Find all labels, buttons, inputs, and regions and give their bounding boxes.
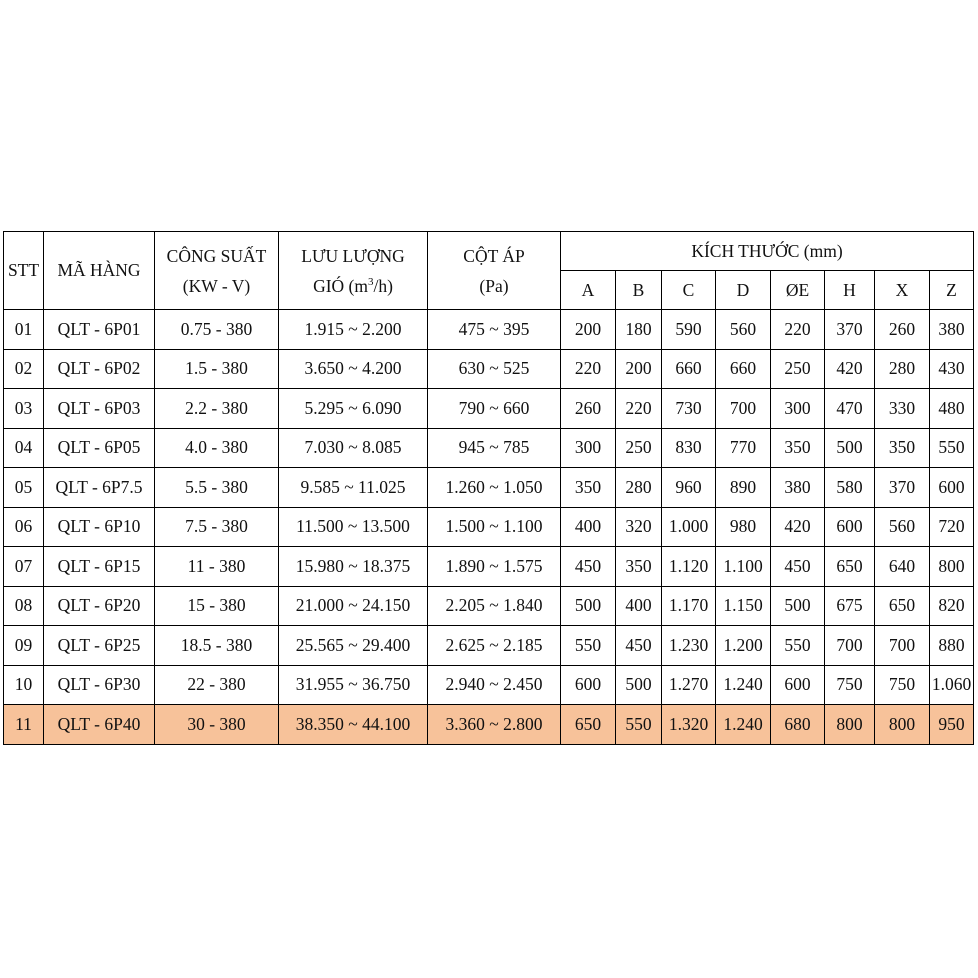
cell-dimension: 600	[561, 665, 616, 705]
cell-cot-ap: 1.890 ~ 1.575	[428, 547, 561, 587]
cell-dimension: 250	[771, 349, 825, 389]
header-cong-suat-line1: CÔNG SUẤT	[166, 245, 267, 266]
cell-dimension: 220	[771, 310, 825, 350]
cell-ma-hang: QLT - 6P03	[44, 389, 155, 429]
cell-cot-ap: 1.260 ~ 1.050	[428, 468, 561, 508]
header-dim-cell: B	[616, 271, 662, 310]
cell-dimension: 180	[616, 310, 662, 350]
cell-dimension: 1.230	[662, 626, 716, 666]
cell-dimension: 400	[561, 507, 616, 547]
cell-cong-suat: 0.75 - 380	[155, 310, 279, 350]
table-row	[4, 468, 974, 508]
cell-dimension: 600	[825, 507, 875, 547]
cell-cong-suat: 4.0 - 380	[155, 428, 279, 468]
cell-dimension: 550	[930, 428, 974, 468]
cell-dimension: 600	[771, 665, 825, 705]
cell-dimension: 450	[616, 626, 662, 666]
cell-dimension: 600	[930, 468, 974, 508]
table-row	[4, 349, 974, 389]
cell-dimension: 700	[875, 626, 930, 666]
cell-dimension: 300	[771, 389, 825, 429]
cell-dimension: 700	[716, 389, 771, 429]
header-ma-hang: MÃ HÀNG	[44, 232, 155, 310]
header-luu-luong-line1: LƯU LƯỢNG	[301, 245, 405, 266]
header-dim-cell: ØE	[771, 271, 825, 310]
cell-ma-hang: QLT - 6P02	[44, 349, 155, 389]
cell-dimension: 280	[616, 468, 662, 508]
cell-dimension: 330	[875, 389, 930, 429]
header-dim-cell: Z	[930, 271, 974, 310]
header-dim-cell: H	[825, 271, 875, 310]
table-row	[4, 547, 974, 587]
cell-dimension: 1.120	[662, 547, 716, 587]
cell-dimension: 1.240	[716, 665, 771, 705]
cell-dimension: 420	[771, 507, 825, 547]
cell-dimension: 1.270	[662, 665, 716, 705]
cell-dimension: 300	[561, 428, 616, 468]
cell-dimension: 350	[875, 428, 930, 468]
cell-dimension: 350	[771, 428, 825, 468]
header-luu-luong-unit-sup: 3	[367, 275, 374, 288]
cell-dimension: 1.150	[716, 586, 771, 626]
cell-stt: 07	[4, 547, 44, 587]
cell-ma-hang: QLT - 6P01	[44, 310, 155, 350]
cell-dimension: 500	[616, 665, 662, 705]
cell-dimension: 1.240	[716, 705, 771, 745]
cell-cot-ap: 475 ~ 395	[428, 310, 561, 350]
cell-luu-luong: 15.980 ~ 18.375	[279, 547, 428, 587]
cell-dimension: 350	[616, 547, 662, 587]
cell-dimension: 650	[875, 586, 930, 626]
cell-dimension: 960	[662, 468, 716, 508]
header-cot-ap	[428, 232, 561, 310]
cell-dimension: 450	[561, 547, 616, 587]
cell-luu-luong: 25.565 ~ 29.400	[279, 626, 428, 666]
cell-luu-luong: 9.585 ~ 11.025	[279, 468, 428, 508]
cell-dimension: 750	[875, 665, 930, 705]
cell-dimension: 200	[561, 310, 616, 350]
cell-ma-hang: QLT - 6P20	[44, 586, 155, 626]
cell-dimension: 1.000	[662, 507, 716, 547]
cell-dimension: 800	[875, 705, 930, 745]
header-luu-luong-line2	[279, 271, 427, 301]
header-cong-suat	[155, 232, 279, 310]
cell-luu-luong: 5.295 ~ 6.090	[279, 389, 428, 429]
cell-dimension: 380	[930, 310, 974, 350]
cell-dimension: 480	[930, 389, 974, 429]
cell-dimension: 500	[771, 586, 825, 626]
cell-dimension: 800	[930, 547, 974, 587]
cell-dimension: 770	[716, 428, 771, 468]
header-cot-ap-line1: CỘT ÁP	[463, 245, 525, 266]
cell-dimension: 400	[616, 586, 662, 626]
header-dim-cell: X	[875, 271, 930, 310]
table-row	[4, 310, 974, 350]
cell-dimension: 880	[930, 626, 974, 666]
cell-cot-ap: 2.205 ~ 1.840	[428, 586, 561, 626]
cell-dimension: 500	[825, 428, 875, 468]
cell-luu-luong: 21.000 ~ 24.150	[279, 586, 428, 626]
cell-luu-luong: 11.500 ~ 13.500	[279, 507, 428, 547]
cell-stt: 05	[4, 468, 44, 508]
cell-cong-suat: 5.5 - 380	[155, 468, 279, 508]
cell-dimension: 950	[930, 705, 974, 745]
cell-dimension: 650	[561, 705, 616, 745]
header-dim-cell: C	[662, 271, 716, 310]
cell-ma-hang: QLT - 6P40	[44, 705, 155, 745]
cell-dimension: 250	[616, 428, 662, 468]
cell-cot-ap: 1.500 ~ 1.100	[428, 507, 561, 547]
cell-cong-suat: 1.5 - 380	[155, 349, 279, 389]
cell-dimension: 675	[825, 586, 875, 626]
cell-dimension: 470	[825, 389, 875, 429]
cell-dimension: 1.100	[716, 547, 771, 587]
cell-cot-ap: 790 ~ 660	[428, 389, 561, 429]
header-cot-ap-line2: (Pa)	[479, 275, 509, 296]
cell-dimension: 590	[662, 310, 716, 350]
cell-dimension: 730	[662, 389, 716, 429]
cell-stt: 11	[4, 705, 44, 745]
cell-dimension: 550	[616, 705, 662, 745]
cell-dimension: 380	[771, 468, 825, 508]
spec-table	[3, 231, 974, 745]
cell-cot-ap: 2.625 ~ 2.185	[428, 626, 561, 666]
cell-dimension: 560	[875, 507, 930, 547]
cell-ma-hang: QLT - 6P10	[44, 507, 155, 547]
cell-dimension: 430	[930, 349, 974, 389]
cell-dimension: 700	[825, 626, 875, 666]
cell-dimension: 450	[771, 547, 825, 587]
cell-cong-suat: 7.5 - 380	[155, 507, 279, 547]
cell-stt: 02	[4, 349, 44, 389]
table-row	[4, 428, 974, 468]
cell-luu-luong: 7.030 ~ 8.085	[279, 428, 428, 468]
header-luu-luong	[279, 232, 428, 310]
cell-cong-suat: 2.2 - 380	[155, 389, 279, 429]
header-kich-thuoc: KÍCH THƯỚC (mm)	[561, 232, 974, 271]
cell-dimension: 420	[825, 349, 875, 389]
cell-stt: 03	[4, 389, 44, 429]
cell-luu-luong: 3.650 ~ 4.200	[279, 349, 428, 389]
cell-ma-hang: QLT - 6P30	[44, 665, 155, 705]
cell-cong-suat: 22 - 380	[155, 665, 279, 705]
cell-ma-hang: QLT - 6P25	[44, 626, 155, 666]
header-dim-cell: A	[561, 271, 616, 310]
cell-cong-suat: 30 - 380	[155, 705, 279, 745]
table-row	[4, 705, 974, 745]
table-row	[4, 586, 974, 626]
cell-dimension: 640	[875, 547, 930, 587]
cell-dimension: 680	[771, 705, 825, 745]
header-stt: STT	[4, 232, 44, 310]
cell-dimension: 580	[825, 468, 875, 508]
cell-luu-luong: 31.955 ~ 36.750	[279, 665, 428, 705]
cell-cong-suat: 11 - 380	[155, 547, 279, 587]
cell-dimension: 220	[561, 349, 616, 389]
cell-dimension: 550	[771, 626, 825, 666]
cell-stt: 01	[4, 310, 44, 350]
cell-dimension: 1.320	[662, 705, 716, 745]
header-dim-cell: D	[716, 271, 771, 310]
cell-dimension: 800	[825, 705, 875, 745]
cell-dimension: 280	[875, 349, 930, 389]
cell-luu-luong: 38.350 ~ 44.100	[279, 705, 428, 745]
cell-ma-hang: QLT - 6P15	[44, 547, 155, 587]
cell-dimension: 720	[930, 507, 974, 547]
cell-stt: 06	[4, 507, 44, 547]
table-row	[4, 665, 974, 705]
cell-dimension: 980	[716, 507, 771, 547]
cell-dimension: 820	[930, 586, 974, 626]
header-cong-suat-line2: (KW - V)	[182, 275, 251, 296]
cell-dimension: 750	[825, 665, 875, 705]
table-row	[4, 389, 974, 429]
cell-dimension: 560	[716, 310, 771, 350]
cell-dimension: 830	[662, 428, 716, 468]
cell-dimension: 1.170	[662, 586, 716, 626]
cell-dimension: 260	[561, 389, 616, 429]
cell-cot-ap: 3.360 ~ 2.800	[428, 705, 561, 745]
cell-dimension: 660	[662, 349, 716, 389]
cell-dimension: 370	[875, 468, 930, 508]
cell-dimension: 1.200	[716, 626, 771, 666]
cell-cot-ap: 2.940 ~ 2.450	[428, 665, 561, 705]
cell-stt: 04	[4, 428, 44, 468]
cell-stt: 09	[4, 626, 44, 666]
cell-dimension: 500	[561, 586, 616, 626]
cell-ma-hang: QLT - 6P7.5	[44, 468, 155, 508]
cell-dimension: 370	[825, 310, 875, 350]
cell-dimension: 220	[616, 389, 662, 429]
cell-luu-luong: 1.915 ~ 2.200	[279, 310, 428, 350]
cell-stt: 10	[4, 665, 44, 705]
cell-cong-suat: 18.5 - 380	[155, 626, 279, 666]
cell-dimension: 350	[561, 468, 616, 508]
cell-ma-hang: QLT - 6P05	[44, 428, 155, 468]
cell-cong-suat: 15 - 380	[155, 586, 279, 626]
cell-cot-ap: 630 ~ 525	[428, 349, 561, 389]
table-row	[4, 507, 974, 547]
table-body	[4, 310, 974, 745]
header-luu-luong-unit-post: /h)	[373, 275, 393, 296]
cell-dimension: 660	[716, 349, 771, 389]
cell-stt: 08	[4, 586, 44, 626]
header-row-top	[4, 232, 974, 271]
header-luu-luong-unit-pre: GIÓ (m	[313, 275, 368, 296]
cell-dimension: 1.060	[930, 665, 974, 705]
cell-dimension: 260	[875, 310, 930, 350]
cell-cot-ap: 945 ~ 785	[428, 428, 561, 468]
cell-dimension: 890	[716, 468, 771, 508]
cell-dimension: 650	[825, 547, 875, 587]
table-row	[4, 626, 974, 666]
cell-dimension: 550	[561, 626, 616, 666]
cell-dimension: 320	[616, 507, 662, 547]
cell-dimension: 200	[616, 349, 662, 389]
